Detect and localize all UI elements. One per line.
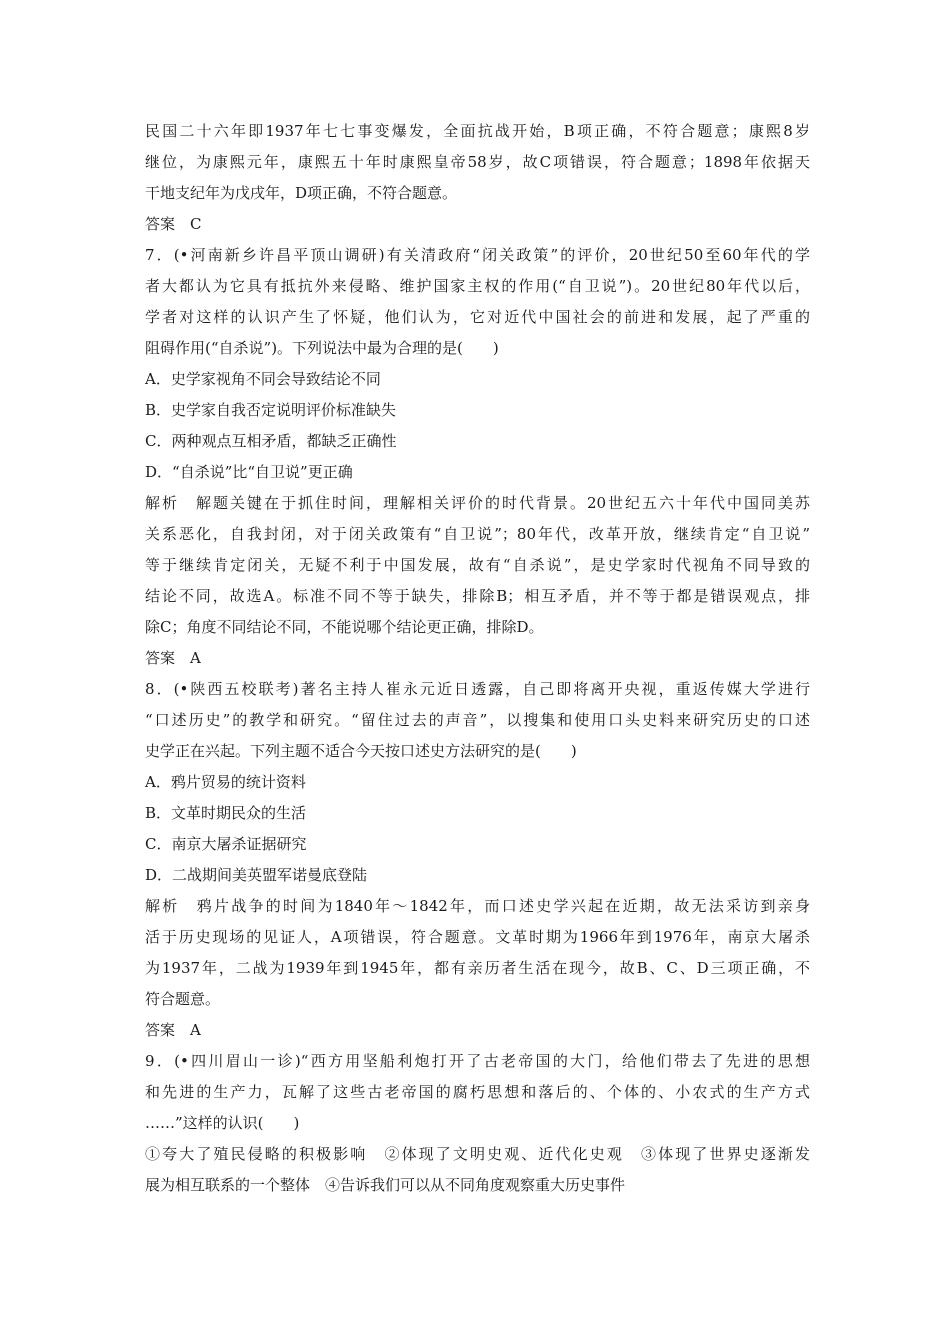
question-8-line: 8．(•陕西五校联考)著名主持人崔永元近日透露，自己即将离开央视，重返传媒大学进行 — [145, 680, 810, 698]
option-d: D．二战期间美英盟军诺曼底登陆 — [145, 866, 368, 884]
option-c: C．两种观点互相矛盾，都缺乏正确性 — [145, 432, 397, 450]
question-7-line: 7．(•河南新乡许昌平顶山调研)有关清政府“闭关政策”的评价，20世纪50至60年代的学 — [145, 246, 810, 264]
option-b: B．文革时期民众的生活 — [145, 804, 307, 822]
text-line: 干地支纪年为戊戌年，D项正确，不符合题意。 — [145, 184, 458, 202]
question-8-line: 史学正在兴起。下列主题不适合今天按口述史方法研究的是( ) — [145, 742, 577, 760]
analysis-line: 为1937年，二战为1939年到1945年，都有亲历者生活在现今，故B、C、D三项正确，不 — [145, 959, 810, 977]
text-line: 民国二十六年即1937年七七事变爆发，全面抗战开始，B项正确，不符合题意；康熙8岁 — [145, 122, 810, 140]
question-7-line: 阻碍作用(“自杀说”)。下列说法中最为合理的是( ) — [145, 339, 499, 357]
statement-options-line: ①夸大了殖民侵略的积极影响 ②体现了文明史观、近代化史观 ③体现了世界史逐渐发 — [145, 1145, 810, 1163]
analysis-line: 等于继续肯定闭关，无疑不利于中国发展，故有“自杀说”，是史学家时代视角不同导致的 — [145, 556, 810, 574]
analysis-line: 符合题意。 — [145, 990, 221, 1008]
statement-options-line: 展为相互联系的一个整体 ④告诉我们可以从不同角度观察重大历史事件 — [145, 1176, 626, 1194]
question-7-line: 学者对这样的认识产生了怀疑，他们认为，它对近代中国社会的前进和发展，起了严重的 — [145, 308, 810, 326]
question-9-line: 9．(•四川眉山一诊)“西方用坚船利炮打开了古老帝国的大门，给他们带去了先进的思想 — [145, 1052, 810, 1070]
option-b: B．史学家自我否定说明评价标准缺失 — [145, 401, 397, 419]
answer-line: 答案 C — [145, 215, 202, 233]
question-7-line: 者大都认为它具有抵抗外来侵略、维护国家主权的作用(“自卫说”)。20世纪80年代以后， — [145, 277, 810, 295]
answer-line: 答案 A — [145, 649, 201, 667]
analysis-line: 结论不同，故选A。标准不同不等于缺失，排除B；相互矛盾，并不等于都是错误观点，排 — [145, 587, 810, 605]
option-a: A．史学家视角不同会导致结论不同 — [145, 370, 381, 388]
analysis-line: 解析 解题关键在于抓住时间，理解相关评价的时代背景。20世纪五六十年代中国同美苏 — [145, 494, 810, 512]
text-line: 继位，为康熙元年，康熙五十年时康熙皇帝58岁，故C项错误，符合题意；1898年依据天 — [145, 153, 810, 171]
option-c: C．南京大屠杀证据研究 — [145, 835, 307, 853]
question-8-line: “口述历史”的教学和研究。“留住过去的声音”，以搜集和使用口头史料来研究历史的口述 — [145, 711, 810, 729]
analysis-line: 解析 鸦片战争的时间为1840年～1842年，而口述史学兴起在近期，故无法采访到亲身 — [145, 897, 810, 915]
option-a: A．鸦片贸易的统计资料 — [145, 773, 306, 791]
question-9-line: 和先进的生产力，瓦解了这些古老帝国的腐朽思想和落后的、个体的、小农式的生产方式 — [145, 1083, 810, 1101]
analysis-line: 关系恶化，自我封闭，对于闭关政策有“自卫说”；80年代，改革开放，继续肯定“自卫说” — [145, 525, 810, 543]
question-9-line: ……”这样的认识( ) — [145, 1114, 300, 1132]
analysis-line: 活于历史现场的见证人，A项错误，符合题意。文革时期为1966年到1976年，南京大屠杀 — [145, 928, 810, 946]
option-d: D．“自杀说”比“自卫说”更正确 — [145, 463, 353, 481]
analysis-line: 除C；角度不同结论不同，不能说哪个结论更正确，排除D。 — [145, 618, 544, 636]
document-page — [145, 116, 810, 1201]
answer-line: 答案 A — [145, 1021, 201, 1039]
